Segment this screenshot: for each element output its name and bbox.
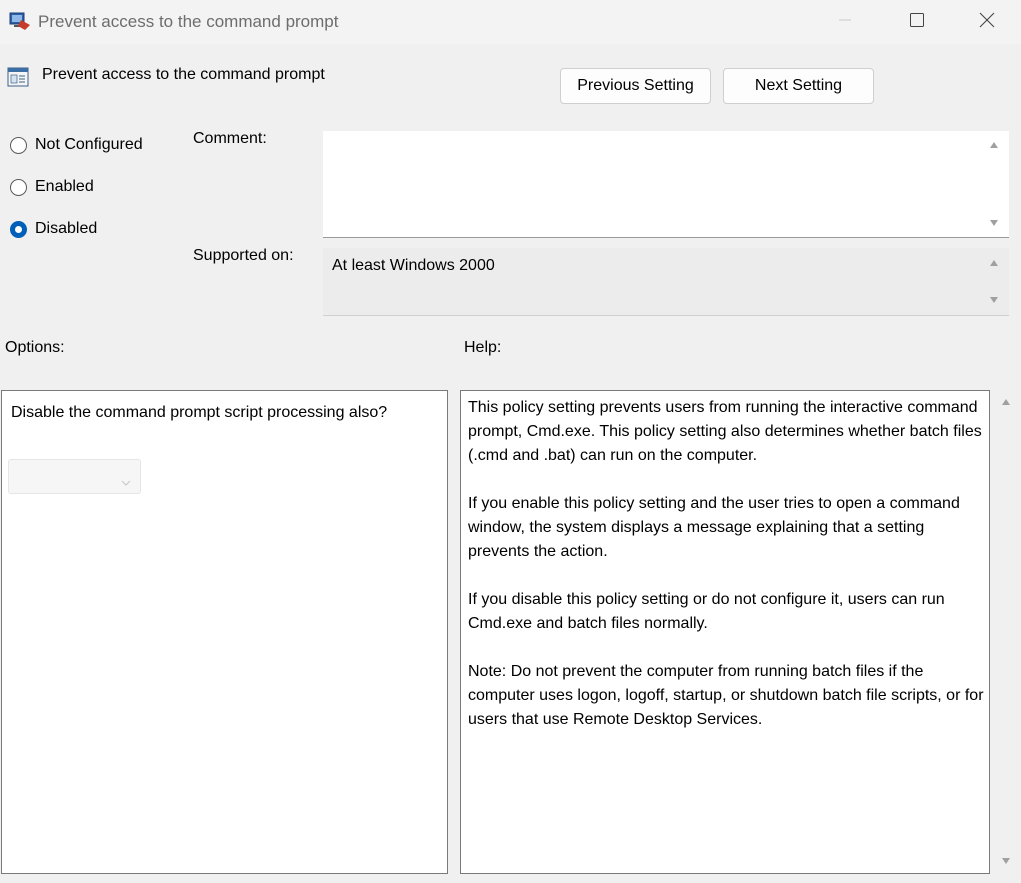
- radio-not-configured[interactable]: [10, 136, 143, 154]
- scroll-up-arrow-icon[interactable]: [990, 260, 998, 266]
- radio-button-checked[interactable]: [10, 221, 27, 238]
- help-text: [468, 396, 986, 756]
- radio-disabled[interactable]: [10, 220, 97, 238]
- supported-on-value: At least Windows 2000: [332, 257, 495, 274]
- scroll-down-arrow-icon[interactable]: [1002, 858, 1010, 864]
- help-scrollbar[interactable]: [990, 390, 1021, 874]
- scroll-up-arrow-icon[interactable]: [1002, 399, 1010, 405]
- radio-button-unchecked[interactable]: [10, 137, 27, 154]
- help-pane: [460, 390, 990, 874]
- radio-label: Not Configured: [35, 136, 143, 153]
- radio-label: Disabled: [35, 220, 98, 237]
- minimize-icon: [839, 13, 851, 31]
- close-icon: [979, 12, 995, 33]
- policy-setting-icon: [7, 66, 29, 88]
- minimize-button[interactable]: [810, 0, 880, 44]
- comment-label: Comment:: [193, 130, 267, 147]
- options-label: Options:: [5, 339, 65, 356]
- radio-label: Enabled: [35, 178, 94, 195]
- help-paragraph: If you disable this policy setting or do not configure it, users can run Cmd.exe and batch files normally.: [468, 591, 945, 632]
- supported-on-label: Supported on:: [193, 247, 294, 264]
- help-paragraph: This policy setting prevents users from running the interactive command prompt, Cmd.exe. This policy setting also determines whether batch files (.cmd and .bat) can run on the computer.: [468, 399, 982, 464]
- supported-on-field: [323, 248, 1009, 316]
- next-setting-button[interactable]: Next Setting: [723, 68, 874, 104]
- script-processing-dropdown[interactable]: [8, 459, 141, 494]
- radio-enabled[interactable]: [10, 178, 94, 196]
- scroll-down-arrow-icon[interactable]: [990, 220, 998, 226]
- maximize-button[interactable]: [882, 0, 952, 44]
- scroll-up-arrow-icon[interactable]: [990, 142, 998, 148]
- chevron-down-icon: [121, 473, 131, 491]
- supported-scrollbar[interactable]: [979, 248, 1009, 315]
- close-button[interactable]: [952, 0, 1021, 44]
- help-paragraph: Note: Do not prevent the computer from running batch files if the computer uses logon, logoff, startup, or shutdown batch file scripts, or for users that use Remote Desktop Services.: [468, 663, 984, 728]
- policy-app-icon: [9, 11, 31, 31]
- policy-title: Prevent access to the command prompt: [42, 66, 325, 83]
- window-title: Prevent access to the command prompt: [38, 12, 339, 31]
- option-prompt: Disable the command prompt script processing also?: [11, 404, 388, 421]
- help-paragraph: If you enable this policy setting and the user tries to open a command window, the system displays a message explaining that a setting prevents the action.: [468, 495, 960, 560]
- options-pane: [1, 390, 448, 874]
- previous-setting-button[interactable]: Previous Setting: [560, 68, 711, 104]
- comment-scrollbar[interactable]: [979, 131, 1009, 237]
- maximize-icon: [910, 13, 924, 32]
- comment-textarea[interactable]: [323, 131, 1009, 238]
- radio-button-unchecked[interactable]: [10, 179, 27, 196]
- scroll-down-arrow-icon[interactable]: [990, 297, 998, 303]
- help-label: Help:: [464, 339, 502, 356]
